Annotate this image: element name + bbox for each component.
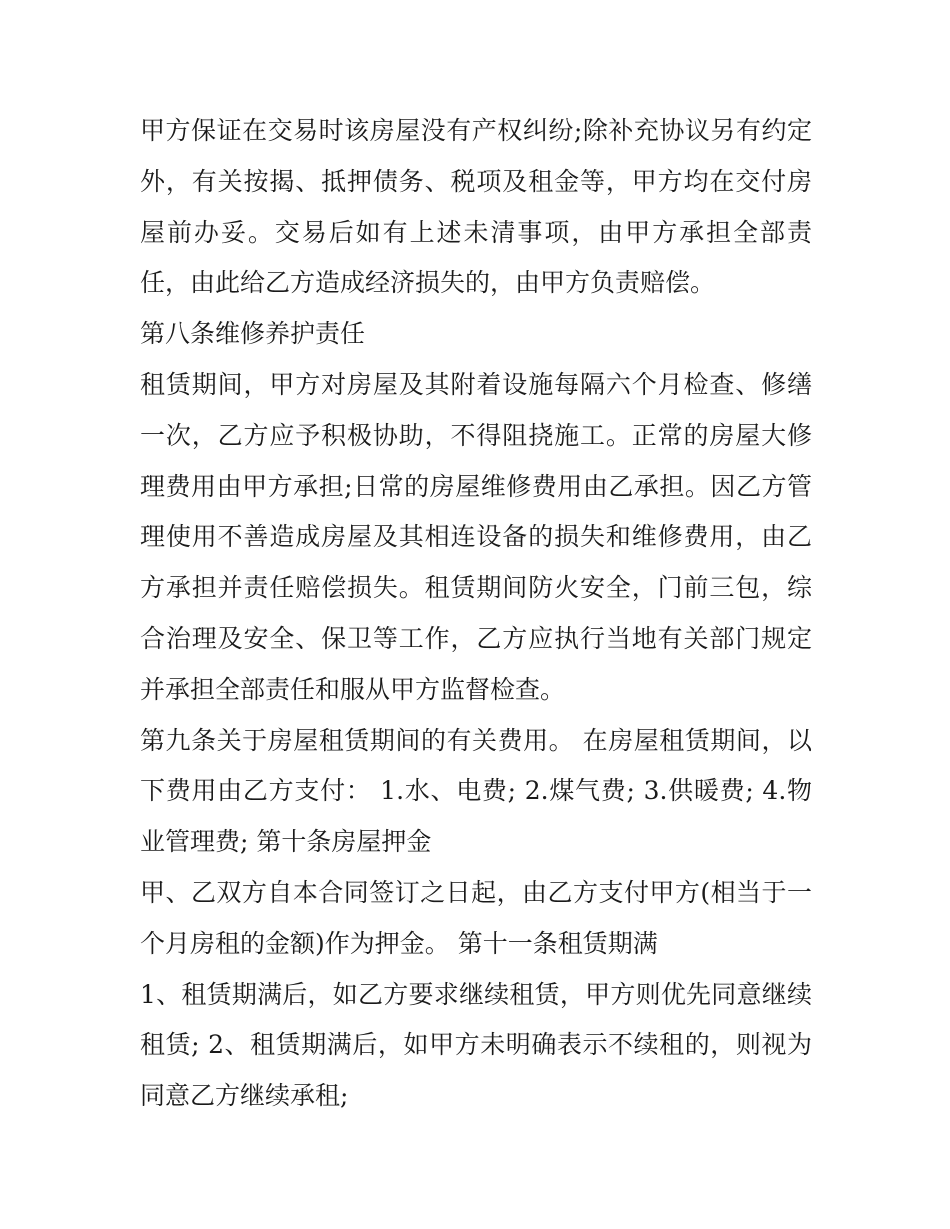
heading-article-8: 第八条维修养护责任 [140,319,366,349]
paragraph-deposit: 甲、乙双方自本合同签订之日起，由乙方支付甲方(相当于一个月房租的金额)作为押金。 第十一条租赁期满 [140,877,812,958]
document-body [140,106,812,1122]
paragraph-maintenance: 租赁期间，甲方对房屋及其附着设施每隔六个月检查、修缮一次，乙方应予积极协助，不得阻挠施工。正常的房屋大修理费用由甲方承担;日常的房屋维修费用由乙承担。因乙方管理使用不善造成房屋及其相连设备的损失和维修费用，由乙方承担并责任赔偿损失。租赁期间防火安全，门前三包，综合治理及安全、保卫等工作，乙方应执行当地有关部门规定并承担全部责任和服从甲方监督检查。 [140,369,812,704]
paragraph-warranty: 甲方保证在交易时该房屋没有产权纠纷;除补充协议另有约定外，有关按揭、抵押债务、税项及租金等，甲方均在交付房屋前办妥。交易后如有上述未清事项，由甲方承担全部责任，由此给乙方造成经济损失的，由甲方负责赔偿。 [140,116,812,298]
paragraph-article-9-fees: 第九条关于房屋租赁期间的有关费用。 在房屋租赁期间，以下费用由乙方支付： 1.水、电费; 2.煤气费; 3.供暖费; 4.物业管理费; 第十条房屋押金 [140,725,812,857]
paragraph-lease-expiry: 1、租赁期满后，如乙方要求继续租赁，甲方则优先同意继续租赁; 2、租赁期满后，如甲方未明确表示不续租的，则视为同意乙方继续承租; [140,979,812,1111]
